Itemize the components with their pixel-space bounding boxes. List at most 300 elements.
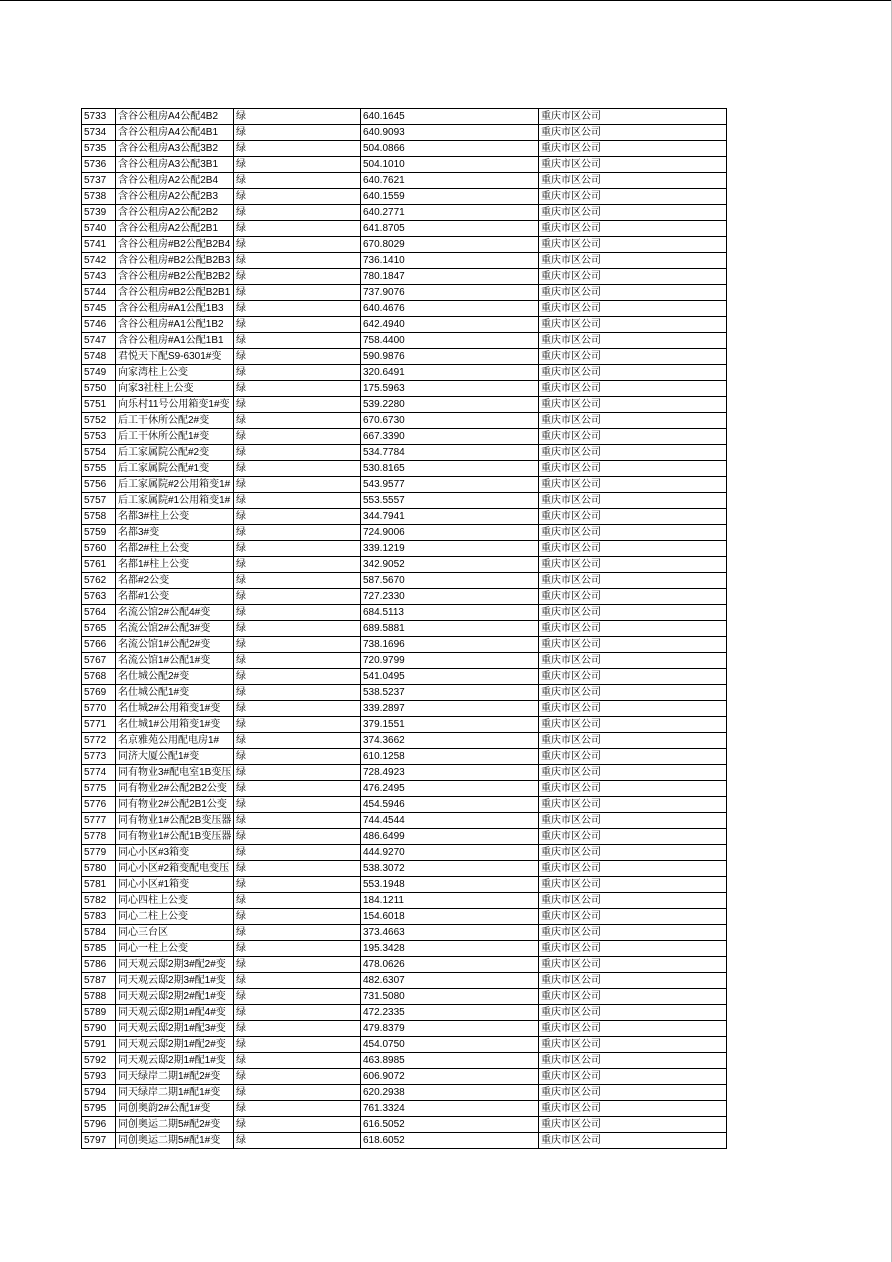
row-id-cell: 5764 bbox=[82, 605, 116, 621]
row-id-cell: 5744 bbox=[82, 285, 116, 301]
company-cell: 重庆市区公司 bbox=[539, 493, 727, 509]
value-cell: 620.2938 bbox=[361, 1085, 539, 1101]
company-cell: 重庆市区公司 bbox=[539, 509, 727, 525]
company-cell: 重庆市区公司 bbox=[539, 589, 727, 605]
transformer-name-cell: 同有物业3#配电室1B变压 bbox=[116, 765, 234, 781]
status-cell: 绿 bbox=[234, 525, 361, 541]
table-row bbox=[82, 925, 727, 941]
transformer-name-cell: 同天观云邸2期1#配3#变 bbox=[116, 1021, 234, 1037]
company-cell: 重庆市区公司 bbox=[539, 973, 727, 989]
status-cell: 绿 bbox=[234, 109, 361, 125]
value-cell: 373.4663 bbox=[361, 925, 539, 941]
transformer-name-cell: 含谷公租房A2公配2B2 bbox=[116, 205, 234, 221]
transformer-name-cell: 君悦天下配S9-6301#变 bbox=[116, 349, 234, 365]
value-cell: 339.1219 bbox=[361, 541, 539, 557]
row-id-cell: 5753 bbox=[82, 429, 116, 445]
table-row bbox=[82, 605, 727, 621]
row-id-cell: 5752 bbox=[82, 413, 116, 429]
table-row bbox=[82, 797, 727, 813]
status-cell: 绿 bbox=[234, 1021, 361, 1037]
value-cell: 320.6491 bbox=[361, 365, 539, 381]
table-row bbox=[82, 685, 727, 701]
value-cell: 454.0750 bbox=[361, 1037, 539, 1053]
company-cell: 重庆市区公司 bbox=[539, 1005, 727, 1021]
company-cell: 重庆市区公司 bbox=[539, 237, 727, 253]
row-id-cell: 5759 bbox=[82, 525, 116, 541]
transformer-name-cell: 名京雅苑公用配电房1# bbox=[116, 733, 234, 749]
status-cell: 绿 bbox=[234, 221, 361, 237]
value-cell: 538.5237 bbox=[361, 685, 539, 701]
value-cell: 472.2335 bbox=[361, 1005, 539, 1021]
company-cell: 重庆市区公司 bbox=[539, 925, 727, 941]
company-cell: 重庆市区公司 bbox=[539, 397, 727, 413]
value-cell: 689.5881 bbox=[361, 621, 539, 637]
transformer-name-cell: 名都1#柱上公变 bbox=[116, 557, 234, 573]
company-cell: 重庆市区公司 bbox=[539, 1085, 727, 1101]
status-cell: 绿 bbox=[234, 1101, 361, 1117]
value-cell: 538.3072 bbox=[361, 861, 539, 877]
value-cell: 727.2330 bbox=[361, 589, 539, 605]
transformer-name-cell: 名都#1公变 bbox=[116, 589, 234, 605]
row-id-cell: 5789 bbox=[82, 1005, 116, 1021]
value-cell: 738.1696 bbox=[361, 637, 539, 653]
row-id-cell: 5773 bbox=[82, 749, 116, 765]
transformer-name-cell: 含谷公租房A4公配4B2 bbox=[116, 109, 234, 125]
row-id-cell: 5738 bbox=[82, 189, 116, 205]
value-cell: 539.2280 bbox=[361, 397, 539, 413]
transformer-name-cell: 同天观云邸2期1#配1#变 bbox=[116, 1053, 234, 1069]
table-row bbox=[82, 381, 727, 397]
row-id-cell: 5794 bbox=[82, 1085, 116, 1101]
row-id-cell: 5735 bbox=[82, 141, 116, 157]
table-row bbox=[82, 269, 727, 285]
transformer-name-cell: 向家3社柱上公变 bbox=[116, 381, 234, 397]
status-cell: 绿 bbox=[234, 765, 361, 781]
table-row bbox=[82, 813, 727, 829]
value-cell: 175.5963 bbox=[361, 381, 539, 397]
row-id-cell: 5758 bbox=[82, 509, 116, 525]
status-cell: 绿 bbox=[234, 477, 361, 493]
row-id-cell: 5748 bbox=[82, 349, 116, 365]
value-cell: 736.1410 bbox=[361, 253, 539, 269]
value-cell: 454.5946 bbox=[361, 797, 539, 813]
row-id-cell: 5762 bbox=[82, 573, 116, 589]
status-cell: 绿 bbox=[234, 157, 361, 173]
company-cell: 重庆市区公司 bbox=[539, 701, 727, 717]
company-cell: 重庆市区公司 bbox=[539, 781, 727, 797]
status-cell: 绿 bbox=[234, 237, 361, 253]
table-row bbox=[82, 557, 727, 573]
company-cell: 重庆市区公司 bbox=[539, 1101, 727, 1117]
company-cell: 重庆市区公司 bbox=[539, 365, 727, 381]
transformer-name-cell: 同天观云邸2期1#配4#变 bbox=[116, 1005, 234, 1021]
table-row bbox=[82, 1133, 727, 1149]
transformer-name-cell: 同天绿岸二期1#配2#变 bbox=[116, 1069, 234, 1085]
company-cell: 重庆市区公司 bbox=[539, 957, 727, 973]
status-cell: 绿 bbox=[234, 733, 361, 749]
status-cell: 绿 bbox=[234, 781, 361, 797]
table-row bbox=[82, 397, 727, 413]
company-cell: 重庆市区公司 bbox=[539, 1069, 727, 1085]
company-cell: 重庆市区公司 bbox=[539, 541, 727, 557]
table-row bbox=[82, 445, 727, 461]
row-id-cell: 5754 bbox=[82, 445, 116, 461]
status-cell: 绿 bbox=[234, 445, 361, 461]
transformer-name-cell: 同心小区#2箱变配电变压 bbox=[116, 861, 234, 877]
transformer-name-cell: 含谷公租房#B2公配B2B3 bbox=[116, 253, 234, 269]
table-row bbox=[82, 1117, 727, 1133]
value-cell: 610.1258 bbox=[361, 749, 539, 765]
value-cell: 530.8165 bbox=[361, 461, 539, 477]
status-cell: 绿 bbox=[234, 557, 361, 573]
table-row bbox=[82, 413, 727, 429]
table-body bbox=[82, 109, 727, 1149]
transformer-name-cell: 同有物业1#公配1B变压器 bbox=[116, 829, 234, 845]
company-cell: 重庆市区公司 bbox=[539, 221, 727, 237]
transformer-name-cell: 含谷公租房#A1公配1B1 bbox=[116, 333, 234, 349]
value-cell: 670.8029 bbox=[361, 237, 539, 253]
table-row bbox=[82, 317, 727, 333]
row-id-cell: 5757 bbox=[82, 493, 116, 509]
row-id-cell: 5786 bbox=[82, 957, 116, 973]
company-cell: 重庆市区公司 bbox=[539, 1117, 727, 1133]
company-cell: 重庆市区公司 bbox=[539, 173, 727, 189]
row-id-cell: 5763 bbox=[82, 589, 116, 605]
status-cell: 绿 bbox=[234, 589, 361, 605]
status-cell: 绿 bbox=[234, 317, 361, 333]
table-row bbox=[82, 509, 727, 525]
transformer-name-cell: 同天观云邸2期2#配1#变 bbox=[116, 989, 234, 1005]
transformer-name-cell: 含谷公租房A2公配2B4 bbox=[116, 173, 234, 189]
row-id-cell: 5795 bbox=[82, 1101, 116, 1117]
company-cell: 重庆市区公司 bbox=[539, 1037, 727, 1053]
table-row bbox=[82, 253, 727, 269]
table-row bbox=[82, 733, 727, 749]
table-row bbox=[82, 333, 727, 349]
transformer-name-cell: 同天绿岸二期1#配1#变 bbox=[116, 1085, 234, 1101]
row-id-cell: 5733 bbox=[82, 109, 116, 125]
table-row bbox=[82, 621, 727, 637]
row-id-cell: 5783 bbox=[82, 909, 116, 925]
table-row bbox=[82, 221, 727, 237]
value-cell: 463.8985 bbox=[361, 1053, 539, 1069]
table-row bbox=[82, 493, 727, 509]
row-id-cell: 5792 bbox=[82, 1053, 116, 1069]
value-cell: 606.9072 bbox=[361, 1069, 539, 1085]
table-row bbox=[82, 285, 727, 301]
table-row bbox=[82, 909, 727, 925]
data-table bbox=[81, 108, 727, 1149]
transformer-name-cell: 含谷公租房#B2公配B2B4 bbox=[116, 237, 234, 253]
table-row bbox=[82, 845, 727, 861]
value-cell: 642.4940 bbox=[361, 317, 539, 333]
company-cell: 重庆市区公司 bbox=[539, 1133, 727, 1149]
value-cell: 479.8379 bbox=[361, 1021, 539, 1037]
row-id-cell: 5743 bbox=[82, 269, 116, 285]
status-cell: 绿 bbox=[234, 573, 361, 589]
table-row bbox=[82, 637, 727, 653]
company-cell: 重庆市区公司 bbox=[539, 157, 727, 173]
status-cell: 绿 bbox=[234, 637, 361, 653]
status-cell: 绿 bbox=[234, 701, 361, 717]
row-id-cell: 5779 bbox=[82, 845, 116, 861]
value-cell: 737.9076 bbox=[361, 285, 539, 301]
company-cell: 重庆市区公司 bbox=[539, 333, 727, 349]
transformer-name-cell: 向乐村11号公用箱变1#变 bbox=[116, 397, 234, 413]
status-cell: 绿 bbox=[234, 141, 361, 157]
table-row bbox=[82, 237, 727, 253]
status-cell: 绿 bbox=[234, 1005, 361, 1021]
status-cell: 绿 bbox=[234, 173, 361, 189]
table-row bbox=[82, 109, 727, 125]
value-cell: 761.3324 bbox=[361, 1101, 539, 1117]
status-cell: 绿 bbox=[234, 509, 361, 525]
value-cell: 667.3390 bbox=[361, 429, 539, 445]
transformer-name-cell: 名流公馆2#公配4#变 bbox=[116, 605, 234, 621]
company-cell: 重庆市区公司 bbox=[539, 189, 727, 205]
status-cell: 绿 bbox=[234, 493, 361, 509]
table-row bbox=[82, 829, 727, 845]
company-cell: 重庆市区公司 bbox=[539, 141, 727, 157]
table-row bbox=[82, 1053, 727, 1069]
company-cell: 重庆市区公司 bbox=[539, 733, 727, 749]
table-row bbox=[82, 589, 727, 605]
row-id-cell: 5772 bbox=[82, 733, 116, 749]
row-id-cell: 5778 bbox=[82, 829, 116, 845]
value-cell: 476.2495 bbox=[361, 781, 539, 797]
status-cell: 绿 bbox=[234, 749, 361, 765]
status-cell: 绿 bbox=[234, 621, 361, 637]
table-row bbox=[82, 301, 727, 317]
value-cell: 379.1551 bbox=[361, 717, 539, 733]
transformer-name-cell: 含谷公租房#A1公配1B3 bbox=[116, 301, 234, 317]
row-id-cell: 5761 bbox=[82, 557, 116, 573]
page-top-border bbox=[0, 0, 892, 1]
company-cell: 重庆市区公司 bbox=[539, 941, 727, 957]
table-row bbox=[82, 157, 727, 173]
status-cell: 绿 bbox=[234, 957, 361, 973]
value-cell: 731.5080 bbox=[361, 989, 539, 1005]
value-cell: 640.2771 bbox=[361, 205, 539, 221]
row-id-cell: 5765 bbox=[82, 621, 116, 637]
row-id-cell: 5741 bbox=[82, 237, 116, 253]
table-row bbox=[82, 1101, 727, 1117]
transformer-name-cell: 后工家属院公配#2变 bbox=[116, 445, 234, 461]
value-cell: 553.5557 bbox=[361, 493, 539, 509]
status-cell: 绿 bbox=[234, 845, 361, 861]
table-row bbox=[82, 429, 727, 445]
value-cell: 553.1948 bbox=[361, 877, 539, 893]
status-cell: 绿 bbox=[234, 669, 361, 685]
status-cell: 绿 bbox=[234, 797, 361, 813]
value-cell: 154.6018 bbox=[361, 909, 539, 925]
transformer-name-cell: 同天观云邸2期1#配2#变 bbox=[116, 1037, 234, 1053]
table-row bbox=[82, 1069, 727, 1085]
table-row bbox=[82, 669, 727, 685]
status-cell: 绿 bbox=[234, 813, 361, 829]
table-row bbox=[82, 205, 727, 221]
transformer-name-cell: 名流公馆1#公配1#变 bbox=[116, 653, 234, 669]
company-cell: 重庆市区公司 bbox=[539, 637, 727, 653]
company-cell: 重庆市区公司 bbox=[539, 829, 727, 845]
company-cell: 重庆市区公司 bbox=[539, 845, 727, 861]
row-id-cell: 5734 bbox=[82, 125, 116, 141]
value-cell: 374.3662 bbox=[361, 733, 539, 749]
table-row bbox=[82, 1005, 727, 1021]
table-row bbox=[82, 349, 727, 365]
row-id-cell: 5775 bbox=[82, 781, 116, 797]
company-cell: 重庆市区公司 bbox=[539, 477, 727, 493]
table-row bbox=[82, 781, 727, 797]
value-cell: 504.0866 bbox=[361, 141, 539, 157]
value-cell: 758.4400 bbox=[361, 333, 539, 349]
row-id-cell: 5760 bbox=[82, 541, 116, 557]
table-row bbox=[82, 717, 727, 733]
table-row bbox=[82, 1037, 727, 1053]
status-cell: 绿 bbox=[234, 205, 361, 221]
company-cell: 重庆市区公司 bbox=[539, 861, 727, 877]
row-id-cell: 5770 bbox=[82, 701, 116, 717]
value-cell: 670.6730 bbox=[361, 413, 539, 429]
table-row bbox=[82, 125, 727, 141]
row-id-cell: 5751 bbox=[82, 397, 116, 413]
row-id-cell: 5774 bbox=[82, 765, 116, 781]
transformer-name-cell: 名都2#柱上公变 bbox=[116, 541, 234, 557]
status-cell: 绿 bbox=[234, 285, 361, 301]
company-cell: 重庆市区公司 bbox=[539, 301, 727, 317]
value-cell: 744.4544 bbox=[361, 813, 539, 829]
company-cell: 重庆市区公司 bbox=[539, 557, 727, 573]
company-cell: 重庆市区公司 bbox=[539, 909, 727, 925]
company-cell: 重庆市区公司 bbox=[539, 253, 727, 269]
row-id-cell: 5776 bbox=[82, 797, 116, 813]
row-id-cell: 5790 bbox=[82, 1021, 116, 1037]
transformer-name-cell: 含谷公租房A4公配4B1 bbox=[116, 125, 234, 141]
transformer-name-cell: 同心小区#1箱变 bbox=[116, 877, 234, 893]
value-cell: 641.8705 bbox=[361, 221, 539, 237]
company-cell: 重庆市区公司 bbox=[539, 349, 727, 365]
transformer-name-cell: 同心三台区 bbox=[116, 925, 234, 941]
value-cell: 724.9006 bbox=[361, 525, 539, 541]
table-row bbox=[82, 989, 727, 1005]
value-cell: 195.3428 bbox=[361, 941, 539, 957]
table-row bbox=[82, 1085, 727, 1101]
value-cell: 478.0626 bbox=[361, 957, 539, 973]
transformer-name-cell: 同有物业2#公配2B1公变 bbox=[116, 797, 234, 813]
table-row bbox=[82, 765, 727, 781]
value-cell: 184.1211 bbox=[361, 893, 539, 909]
row-id-cell: 5742 bbox=[82, 253, 116, 269]
row-id-cell: 5767 bbox=[82, 653, 116, 669]
value-cell: 640.4676 bbox=[361, 301, 539, 317]
table-row bbox=[82, 1021, 727, 1037]
row-id-cell: 5793 bbox=[82, 1069, 116, 1085]
transformer-name-cell: 名仕城1#公用箱变1#变 bbox=[116, 717, 234, 733]
company-cell: 重庆市区公司 bbox=[539, 429, 727, 445]
status-cell: 绿 bbox=[234, 989, 361, 1005]
table-row bbox=[82, 525, 727, 541]
company-cell: 重庆市区公司 bbox=[539, 525, 727, 541]
status-cell: 绿 bbox=[234, 605, 361, 621]
status-cell: 绿 bbox=[234, 381, 361, 397]
status-cell: 绿 bbox=[234, 333, 361, 349]
transformer-name-cell: 后工干休所公配2#变 bbox=[116, 413, 234, 429]
row-id-cell: 5739 bbox=[82, 205, 116, 221]
status-cell: 绿 bbox=[234, 269, 361, 285]
status-cell: 绿 bbox=[234, 1117, 361, 1133]
value-cell: 618.6052 bbox=[361, 1133, 539, 1149]
transformer-name-cell: 名都3#柱上公变 bbox=[116, 509, 234, 525]
status-cell: 绿 bbox=[234, 717, 361, 733]
status-cell: 绿 bbox=[234, 365, 361, 381]
transformer-name-cell: 同有物业2#公配2B2公变 bbox=[116, 781, 234, 797]
table-row bbox=[82, 701, 727, 717]
value-cell: 780.1847 bbox=[361, 269, 539, 285]
row-id-cell: 5796 bbox=[82, 1117, 116, 1133]
company-cell: 重庆市区公司 bbox=[539, 461, 727, 477]
value-cell: 640.1645 bbox=[361, 109, 539, 125]
table-row bbox=[82, 189, 727, 205]
status-cell: 绿 bbox=[234, 941, 361, 957]
value-cell: 534.7784 bbox=[361, 445, 539, 461]
status-cell: 绿 bbox=[234, 925, 361, 941]
company-cell: 重庆市区公司 bbox=[539, 605, 727, 621]
company-cell: 重庆市区公司 bbox=[539, 445, 727, 461]
row-id-cell: 5781 bbox=[82, 877, 116, 893]
value-cell: 339.2897 bbox=[361, 701, 539, 717]
row-id-cell: 5750 bbox=[82, 381, 116, 397]
row-id-cell: 5784 bbox=[82, 925, 116, 941]
status-cell: 绿 bbox=[234, 253, 361, 269]
transformer-name-cell: 名流公馆1#公配2#变 bbox=[116, 637, 234, 653]
transformer-name-cell: 后工干休所公配1#变 bbox=[116, 429, 234, 445]
company-cell: 重庆市区公司 bbox=[539, 797, 727, 813]
transformer-name-cell: 名仕城公配2#变 bbox=[116, 669, 234, 685]
row-id-cell: 5771 bbox=[82, 717, 116, 733]
transformer-name-cell: 同创奥韵2#公配1#变 bbox=[116, 1101, 234, 1117]
value-cell: 541.0495 bbox=[361, 669, 539, 685]
transformer-name-cell: 后工家属院公配#1变 bbox=[116, 461, 234, 477]
table-row bbox=[82, 973, 727, 989]
value-cell: 590.9876 bbox=[361, 349, 539, 365]
transformer-name-cell: 含谷公租房A3公配3B1 bbox=[116, 157, 234, 173]
row-id-cell: 5756 bbox=[82, 477, 116, 493]
status-cell: 绿 bbox=[234, 541, 361, 557]
transformer-name-cell: 含谷公租房#B2公配B2B1 bbox=[116, 285, 234, 301]
transformer-name-cell: 含谷公租房A2公配2B3 bbox=[116, 189, 234, 205]
table-row bbox=[82, 749, 727, 765]
transformer-name-cell: 含谷公租房#A1公配1B2 bbox=[116, 317, 234, 333]
row-id-cell: 5737 bbox=[82, 173, 116, 189]
table-row bbox=[82, 573, 727, 589]
value-cell: 486.6499 bbox=[361, 829, 539, 845]
row-id-cell: 5755 bbox=[82, 461, 116, 477]
transformer-name-cell: 同心一柱上公变 bbox=[116, 941, 234, 957]
transformer-name-cell: 同心小区#3箱变 bbox=[116, 845, 234, 861]
value-cell: 640.1559 bbox=[361, 189, 539, 205]
status-cell: 绿 bbox=[234, 877, 361, 893]
value-cell: 728.4923 bbox=[361, 765, 539, 781]
status-cell: 绿 bbox=[234, 1037, 361, 1053]
transformer-name-cell: 向家湾柱上公变 bbox=[116, 365, 234, 381]
value-cell: 482.6307 bbox=[361, 973, 539, 989]
table-row bbox=[82, 141, 727, 157]
row-id-cell: 5746 bbox=[82, 317, 116, 333]
value-cell: 543.9577 bbox=[361, 477, 539, 493]
company-cell: 重庆市区公司 bbox=[539, 989, 727, 1005]
status-cell: 绿 bbox=[234, 861, 361, 877]
table-row bbox=[82, 541, 727, 557]
